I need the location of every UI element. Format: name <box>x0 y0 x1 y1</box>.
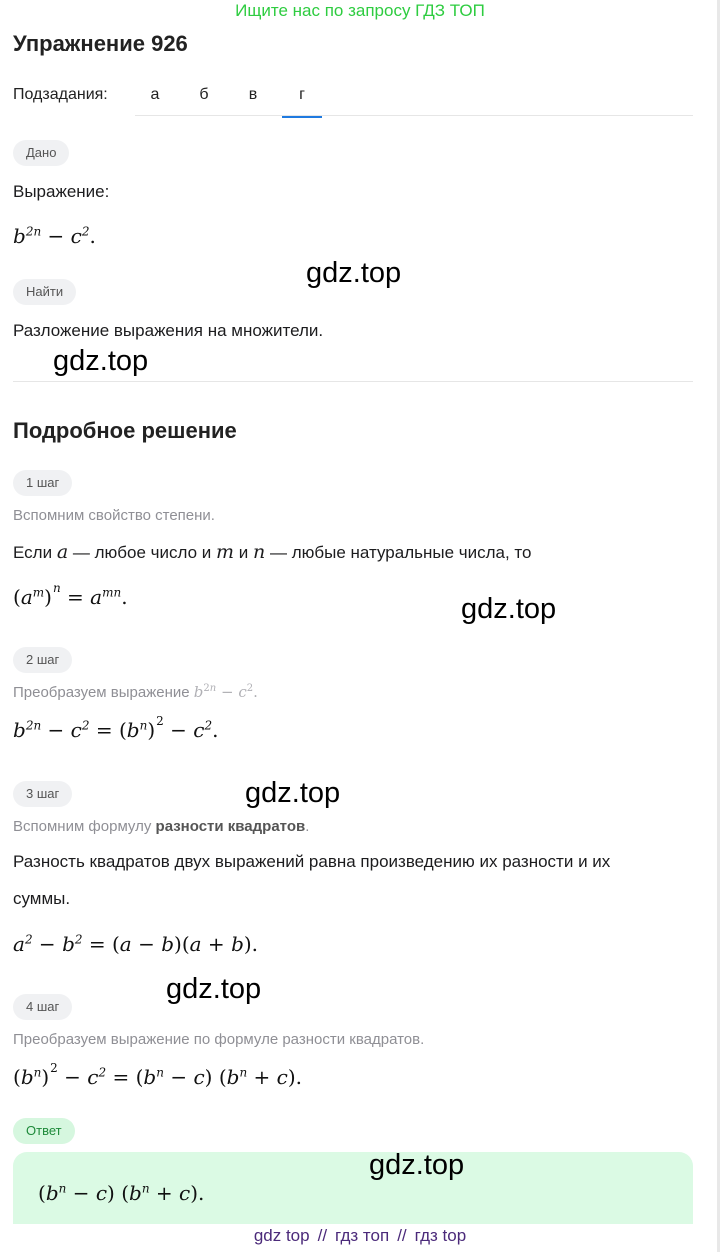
step-1-text: Если a — любое число и m и n — любые натуральные числа, то <box>13 541 532 563</box>
footer-sep: // <box>397 1226 407 1245</box>
step-1-text-pre: Если <box>13 543 53 562</box>
subtasks-label: Подзадания: <box>13 86 108 103</box>
footer-link-1[interactable]: gdz top <box>253 1226 310 1245</box>
step-3-hint-bold: разности квадратов <box>155 818 306 835</box>
page-title: Упражнение 926 <box>13 31 188 56</box>
step-2-hint-text: Преобразуем выражение <box>13 684 190 701</box>
watermark: gdz.top <box>369 1149 465 1181</box>
step-2-hint: Преобразуем выражение $b^{2n} - c^2$. <box>13 683 258 701</box>
step-3-text-line2: суммы. <box>13 889 71 908</box>
step-4-formula: $(b^n)^2 - c^2 = (b^n - c) (b^n + c)$. <box>13 1061 303 1089</box>
step-1-hint: Вспомним свойство степени. <box>13 507 215 524</box>
section-divider <box>13 381 693 382</box>
answer-box <box>13 1152 693 1224</box>
subtasks-bar <box>13 86 693 118</box>
step-1-text-post: — любые натуральные числа, то <box>270 543 532 562</box>
given-text: Выражение: <box>13 182 110 201</box>
tab-g[interactable]: г <box>282 86 322 118</box>
given-chip: Дано <box>13 140 69 166</box>
watermark: gdz.top <box>166 973 262 1005</box>
promo-banner[interactable]: Ищите нас по запросу ГДЗ ТОП <box>235 1 485 20</box>
solution-title: Подробное решение <box>13 418 237 443</box>
watermark: gdz.top <box>306 257 402 289</box>
watermark: gdz.top <box>245 777 341 809</box>
tab-b[interactable]: б <box>199 86 209 103</box>
find-chip: Найти <box>13 279 76 305</box>
step-3-chip: 3 шаг <box>13 781 72 807</box>
footer-links <box>0 1226 720 1246</box>
step-3-formula: $a^2 - b^2 = (a - b)(a + b)$. <box>13 932 259 956</box>
tab-a[interactable]: а <box>150 86 160 103</box>
step-3-hint: Вспомним формулу разности квадратов. <box>13 818 310 835</box>
step-1-formula: $(a^m)^n = a^{mn}$. <box>13 581 128 609</box>
watermark: gdz.top <box>53 345 149 377</box>
tab-v[interactable]: в <box>248 86 258 103</box>
watermark: gdz.top <box>461 593 557 625</box>
answer-formula: $(b^n - c) (b^n + c)$. <box>38 1181 205 1205</box>
footer-link-3[interactable]: гдз top <box>414 1226 467 1245</box>
step-1-chip: 1 шаг <box>13 470 72 496</box>
given-formula: $b^{2n} - c^2$. <box>13 224 96 248</box>
footer-sep: // <box>317 1226 328 1245</box>
step-2-chip: 2 шаг <box>13 647 72 673</box>
step-1-text-mid1: — любое число и <box>72 543 212 562</box>
footer-link-2[interactable]: гдз топ <box>335 1226 390 1245</box>
find-text: Разложение выражения на множители. <box>13 321 324 340</box>
answer-chip: Ответ <box>13 1118 75 1144</box>
step-4-chip: 4 шаг <box>13 994 72 1020</box>
step-2-formula: $b^{2n} - c^2 = (b^n)^2 - c^2$. <box>13 714 219 742</box>
step-3-hint-pre: Вспомним формулу <box>13 818 152 835</box>
step-1-text-mid2: и <box>238 543 249 562</box>
step-4-hint: Преобразуем выражение по формуле разности квадратов. <box>13 1031 425 1048</box>
step-3-text-line1: Разность квадратов двух выражений равна произведению их разности и их <box>13 852 611 871</box>
